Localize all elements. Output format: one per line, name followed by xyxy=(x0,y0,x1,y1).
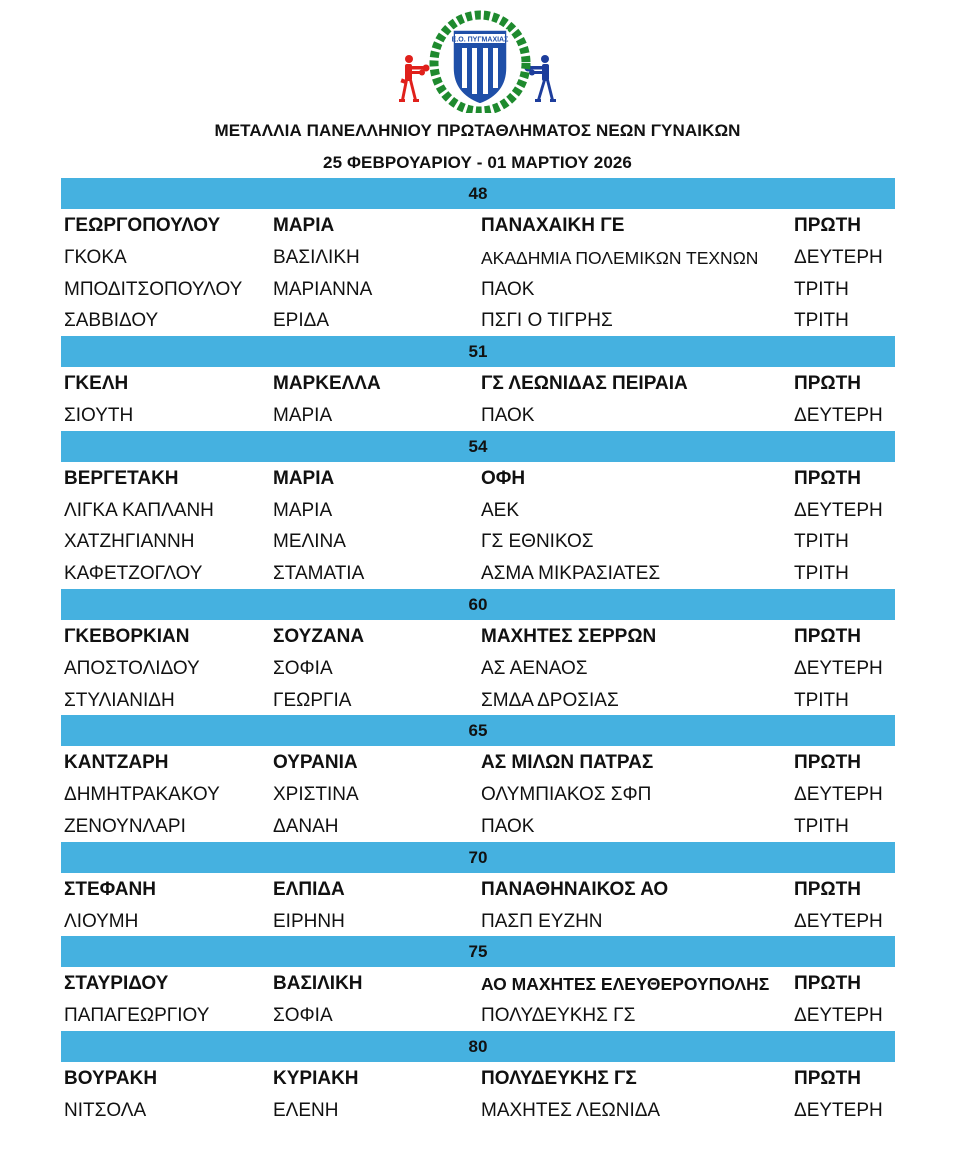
athlete-name: ΕΛΠΙΔΑ xyxy=(273,878,345,900)
athlete-name: ΜΑΡΙΑ xyxy=(273,499,333,521)
athlete-name: ΣΤΑΜΑΤΙΑ xyxy=(273,563,365,585)
placement: ΠΡΩΤΗ xyxy=(794,625,861,647)
weight-category-header: 65 xyxy=(61,715,895,746)
club-name: ΑΟ ΜΑΧΗΤΕΣ ΕΛΕΥΘΕΡΟΥΠΟΛΗΣ xyxy=(481,974,770,995)
athlete-surname: ΑΠΟΣΤΟΛΙΔΟΥ xyxy=(64,657,200,679)
placement: ΔΕΥΤΕΡΗ xyxy=(794,657,883,679)
placement: ΔΕΥΤΕΡΗ xyxy=(794,1099,883,1121)
athlete-name: ΕΡΙΔΑ xyxy=(273,310,329,332)
athlete-name: ΔΑΝΑΗ xyxy=(273,815,339,837)
athlete-row xyxy=(61,967,895,999)
athlete-surname: ΖΕΝΟΥΝΛΑΡΙ xyxy=(64,815,186,837)
placement: ΔΕΥΤΕΡΗ xyxy=(794,404,883,426)
athlete-surname: ΔΗΜΗΤΡΑΚΑΚΟΥ xyxy=(64,784,220,806)
athlete-name: ΣΟΥΖΑΝΑ xyxy=(273,625,365,647)
club-name: ΠΑΟΚ xyxy=(481,278,535,300)
athlete-name: ΚΥΡΙΑΚΗ xyxy=(273,1067,359,1089)
placement: ΔΕΥΤΕΡΗ xyxy=(794,246,883,268)
athlete-row xyxy=(61,999,895,1031)
federation-logo xyxy=(395,8,565,113)
athlete-name: ΕΛΕΝΗ xyxy=(273,1099,339,1121)
club-name: ΠΑΟΚ xyxy=(481,815,535,837)
athlete-name: ΒΑΣΙΛΙΚΗ xyxy=(273,973,363,995)
club-name: ΜΑΧΗΤΕΣ ΛΕΩΝΙΔΑ xyxy=(481,1099,661,1121)
weight-category-header: 60 xyxy=(61,589,895,620)
athlete-surname: ΓΚΕΛΗ xyxy=(64,373,129,395)
athlete-name: ΓΕΩΡΓΙΑ xyxy=(273,689,352,711)
athlete-name: ΟΥΡΑΝΙΑ xyxy=(273,752,358,774)
athlete-row xyxy=(61,905,895,937)
placement: ΠΡΩΤΗ xyxy=(794,215,861,236)
club-name: ΣΜΔΑ ΔΡΟΣΙΑΣ xyxy=(481,689,619,711)
logo-text: Ε.Ο. ΠΥΓΜΑΧΙΑΣ xyxy=(451,36,509,44)
athlete-row xyxy=(61,810,895,842)
athlete-surname: ΓΕΩΡΓΟΠΟΥΛΟΥ xyxy=(64,215,221,236)
placement: ΤΡΙΤΗ xyxy=(794,689,849,711)
athlete-name: ΣΟΦΙΑ xyxy=(273,657,333,679)
club-name: ΑΣ ΜΙΛΩΝ ΠΑΤΡΑΣ xyxy=(481,752,654,774)
club-name: ΠΑΝΑΧΑΙΚΗ ΓΕ xyxy=(481,215,625,236)
athlete-name: ΜΑΡΙΑ xyxy=(273,404,333,426)
club-name: ΠΟΛΥΔΕΥΚΗΣ ΓΣ xyxy=(481,1067,637,1089)
athlete-surname: ΛΙΟΥΜΗ xyxy=(64,910,139,932)
athlete-surname: ΣΙΟΥΤΗ xyxy=(64,404,134,426)
athlete-name: ΒΑΣΙΛΙΚΗ xyxy=(273,246,360,268)
athlete-surname: ΣΤΥΛΙΑΝΙΔΗ xyxy=(64,689,175,711)
athlete-row xyxy=(61,494,895,526)
athlete-row xyxy=(61,778,895,810)
athlete-surname: ΣΤΕΦΑΝΗ xyxy=(64,878,156,900)
placement: ΤΡΙΤΗ xyxy=(794,563,849,585)
athlete-name: ΜΑΡΙΑ xyxy=(273,467,335,489)
placement: ΤΡΙΤΗ xyxy=(794,815,849,837)
athlete-surname: ΒΕΡΓΕΤΑΚΗ xyxy=(64,467,179,489)
athlete-name: ΜΕΛΙΝΑ xyxy=(273,531,346,553)
athlete-name: ΜΑΡΚΕΛΛΑ xyxy=(273,373,381,395)
logo-svg xyxy=(395,8,565,113)
club-name: ΟΛΥΜΠΙΑΚΟΣ ΣΦΠ xyxy=(481,784,652,806)
page-subtitle-dates: 25 ΦΕΒΡΟΥΑΡΙΟΥ - 01 ΜΑΡΤΙΟΥ 2026 xyxy=(323,153,632,172)
athlete-row xyxy=(61,462,895,494)
page-title: ΜΕΤΑΛΛΙΑ ΠΑΝΕΛΛΗΝΙΟΥ ΠΡΩΤΑΘΛΗΜΑΤΟΣ ΝΕΩΝ ΓΥΝΑΙΚΩΝ xyxy=(214,121,741,140)
red-boxer-icon xyxy=(399,55,430,102)
athlete-surname: ΓΚΕΒΟΡΚΙΑΝ xyxy=(64,625,190,647)
athlete-row xyxy=(61,209,895,241)
athlete-name: ΜΑΡΙΑ xyxy=(273,215,335,236)
club-name: ΟΦΗ xyxy=(481,467,526,489)
athlete-row xyxy=(61,525,895,557)
placement: ΔΕΥΤΕΡΗ xyxy=(794,1005,883,1027)
placement: ΤΡΙΤΗ xyxy=(794,310,849,332)
club-name: ΓΣ ΕΘΝΙΚΟΣ xyxy=(481,531,594,553)
athlete-row xyxy=(61,304,895,336)
athlete-surname: ΒΟΥΡΑΚΗ xyxy=(64,1067,158,1089)
athlete-surname: ΣΑΒΒΙΔΟΥ xyxy=(64,310,159,332)
club-name: ΠΑΟΚ xyxy=(481,404,535,426)
placement: ΔΕΥΤΕΡΗ xyxy=(794,910,883,932)
athlete-surname: ΧΑΤΖΗΓΙΑΝΝΗ xyxy=(64,531,195,553)
weight-category-header: 54 xyxy=(61,431,895,462)
results-table xyxy=(61,178,895,1126)
athlete-row xyxy=(61,241,895,273)
athlete-row xyxy=(61,367,895,399)
athlete-row xyxy=(61,873,895,905)
athlete-row xyxy=(61,273,895,305)
weight-category-header: 48 xyxy=(61,178,895,209)
athlete-surname: ΠΑΠΑΓΕΩΡΓΙΟΥ xyxy=(64,1005,210,1027)
club-name: ΜΑΧΗΤΕΣ ΣΕΡΡΩΝ xyxy=(481,625,657,647)
club-name: ΑΣ ΑΕΝΑΟΣ xyxy=(481,657,588,679)
placement: ΠΡΩΤΗ xyxy=(794,973,861,995)
athlete-surname: ΚΑΦΕΤΖΟΓΛΟΥ xyxy=(64,563,203,585)
athlete-surname: ΓΚΟΚΑ xyxy=(64,246,127,268)
athlete-name: ΧΡΙΣΤΙΝΑ xyxy=(273,784,359,806)
athlete-surname: ΣΤΑΥΡΙΔΟΥ xyxy=(64,973,169,995)
athlete-surname: ΛΙΓΚΑ ΚΑΠΛΑΝΗ xyxy=(64,499,214,521)
placement: ΔΕΥΤΕΡΗ xyxy=(794,784,883,806)
page-header xyxy=(0,0,955,175)
athlete-row xyxy=(61,684,895,716)
placement: ΠΡΩΤΗ xyxy=(794,467,861,489)
athlete-row xyxy=(61,1094,895,1126)
club-name: ΠΟΛΥΔΕΥΚΗΣ ΓΣ xyxy=(481,1005,636,1027)
placement: ΤΡΙΤΗ xyxy=(794,531,849,553)
club-name: ΑΕΚ xyxy=(481,499,520,521)
placement: ΠΡΩΤΗ xyxy=(794,1067,861,1089)
athlete-name: ΕΙΡΗΝΗ xyxy=(273,910,345,932)
weight-category-header: 70 xyxy=(61,842,895,873)
club-name: ΓΣ ΛΕΩΝΙΔΑΣ ΠΕΙΡΑΙΑ xyxy=(481,373,688,395)
placement: ΔΕΥΤΕΡΗ xyxy=(794,499,883,521)
weight-category-header: 75 xyxy=(61,936,895,967)
club-name: ΑΚΑΔΗΜΙΑ ΠΟΛΕΜΙΚΩΝ ΤΕΧΝΩΝ xyxy=(481,247,759,268)
club-name: ΠΑΣΠ ΕΥΖΗΝ xyxy=(481,910,603,932)
weight-category-header: 80 xyxy=(61,1031,895,1062)
placement: ΠΡΩΤΗ xyxy=(794,752,861,774)
placement: ΠΡΩΤΗ xyxy=(794,878,861,900)
athlete-surname: ΚΑΝΤΖΑΡΗ xyxy=(64,752,169,774)
placement: ΤΡΙΤΗ xyxy=(794,278,849,300)
club-name: ΠΑΝΑΘΗΝΑΙΚΟΣ ΑΟ xyxy=(481,878,669,900)
placement: ΠΡΩΤΗ xyxy=(794,373,861,395)
club-name: ΠΣΓΙ Ο ΤΙΓΡΗΣ xyxy=(481,310,613,332)
athlete-surname: ΝΙΤΣΟΛΑ xyxy=(64,1099,147,1121)
athlete-name: ΜΑΡΙΑΝΝΑ xyxy=(273,278,373,300)
athlete-surname: ΜΠΟΔΙΤΣΟΠΟΥΛΟΥ xyxy=(64,278,243,300)
weight-category-header: 51 xyxy=(61,336,895,367)
athlete-row xyxy=(61,557,895,589)
athlete-row xyxy=(61,620,895,652)
athlete-row xyxy=(61,1062,895,1094)
athlete-row xyxy=(61,746,895,778)
athlete-row xyxy=(61,652,895,684)
athlete-row xyxy=(61,399,895,431)
club-name: ΑΣΜΑ ΜΙΚΡΑΣΙΑΤΕΣ xyxy=(481,563,661,585)
athlete-name: ΣΟΦΙΑ xyxy=(273,1005,333,1027)
